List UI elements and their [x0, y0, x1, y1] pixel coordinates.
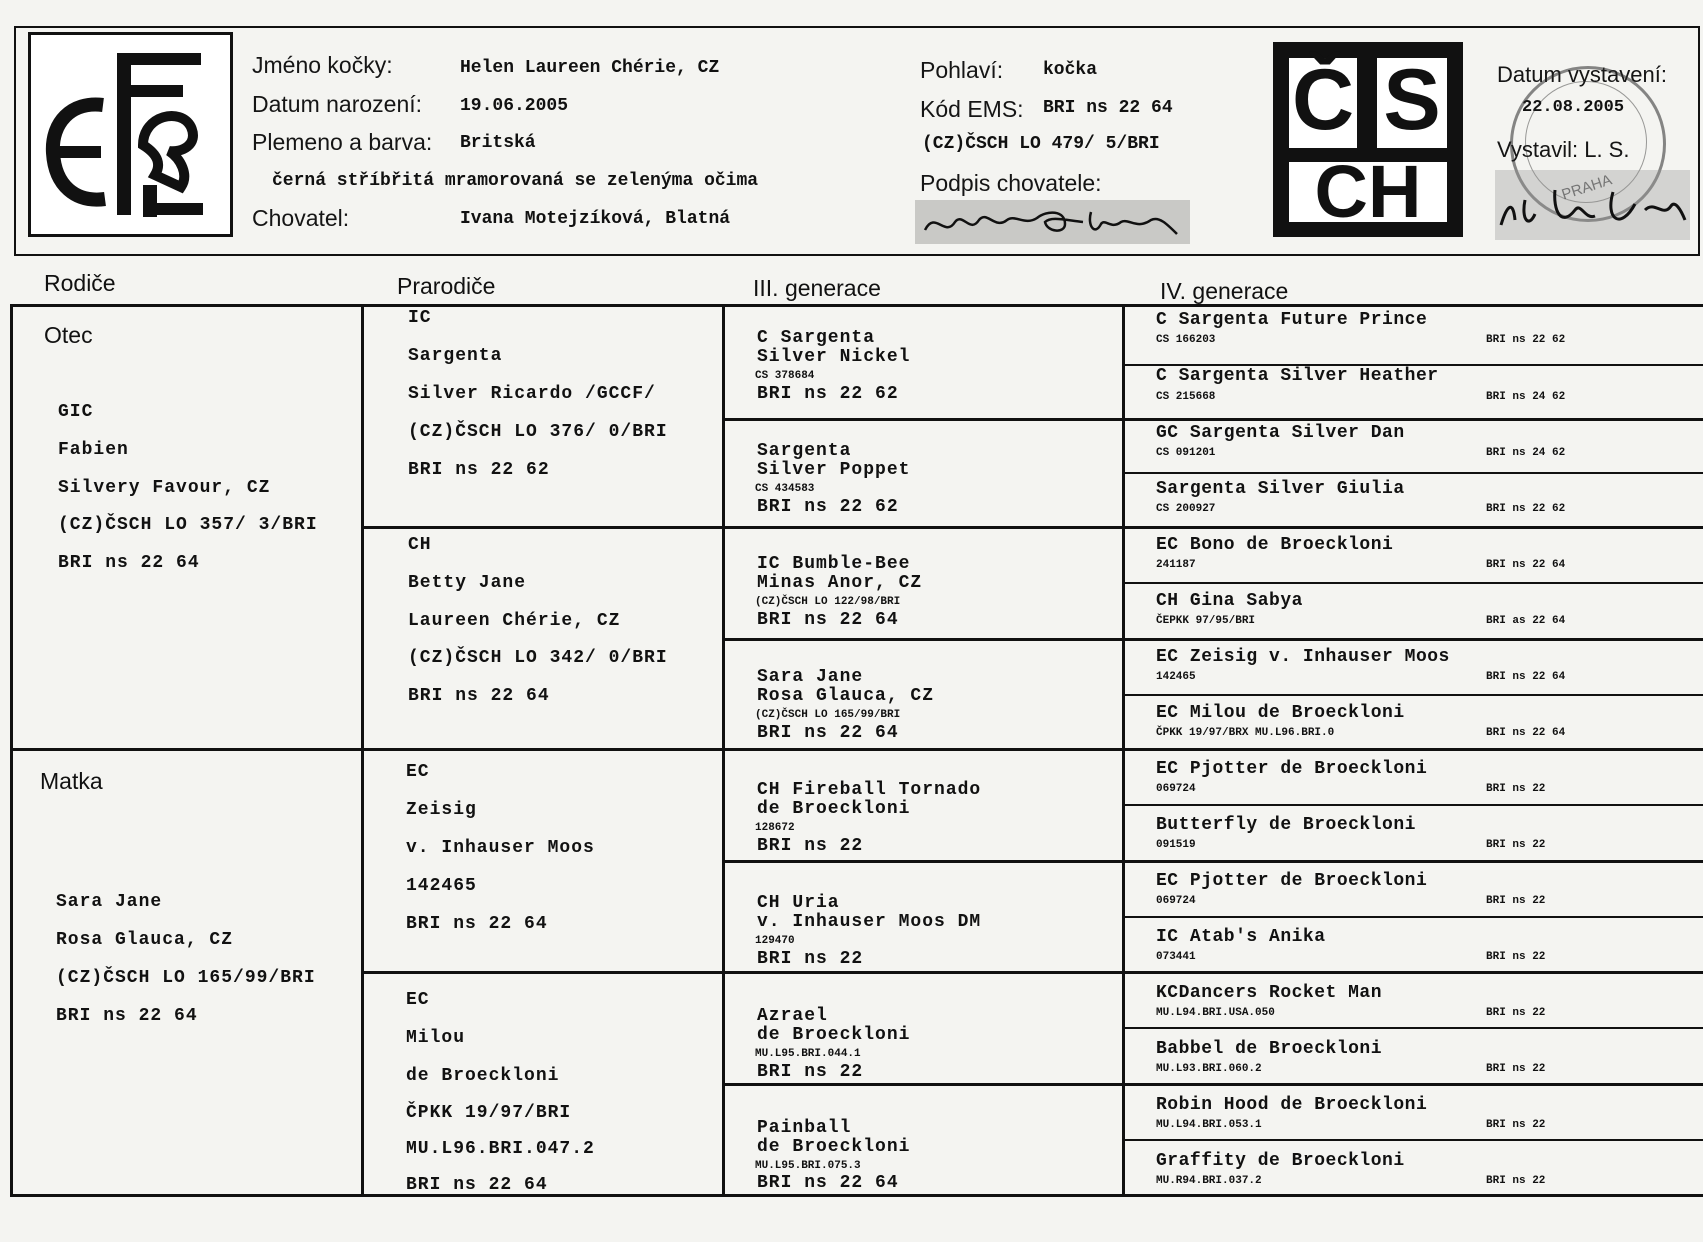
gen3-name-line2: v. Inhauser Moos DM: [757, 912, 982, 932]
father-cattery: Silvery Favour, CZ: [58, 478, 271, 498]
gen3-name-line2: de Broeckloni: [757, 799, 911, 819]
grandparent-line: Milou: [406, 1028, 466, 1048]
grandparent-line: BRI ns 22 62: [408, 460, 550, 480]
gen4-ems: BRI ns 22 62: [1486, 334, 1566, 346]
gen4-registration: CS 215668: [1156, 391, 1216, 403]
grandparent-line: Zeisig: [406, 800, 477, 820]
mother-name: Sara Jane: [56, 892, 163, 912]
gen4-registration: ČPKK 19/97/BRX MU.L96.BRI.0: [1156, 727, 1335, 739]
col-header-gen3: III. generace: [753, 275, 881, 301]
gen3-registration: (CZ)ČSCH LO 165/99/BRI: [755, 709, 901, 721]
gen4-name: Babbel de Broeckloni: [1156, 1039, 1383, 1059]
gen3-registration: MU.L95.BRI.044.1: [755, 1048, 861, 1060]
father-title: GIC: [58, 402, 94, 422]
gen3-name-line1: C Sargenta: [757, 328, 876, 348]
name-value: Helen Laureen Chérie, CZ: [460, 58, 720, 78]
father-role-label: Otec: [44, 322, 93, 348]
gen3-name-line2: Rosa Glauca, CZ: [757, 686, 935, 706]
breed-label: Plemeno a barva:: [252, 129, 433, 155]
gen3-registration: CS 434583: [755, 483, 815, 495]
gen4-name: EC Milou de Broeckloni: [1156, 703, 1405, 723]
sex-label: Pohlaví:: [920, 57, 1004, 83]
grandparent-line: (CZ)ČSCH LO 376/ 0/BRI: [408, 422, 668, 442]
father-registration: (CZ)ČSCH LO 357/ 3/BRI: [58, 515, 318, 535]
gen4-registration: MU.R94.BRI.037.2: [1156, 1175, 1262, 1187]
gen4-registration: MU.L94.BRI.USA.050: [1156, 1007, 1275, 1019]
issuer-signature-icon: [1495, 170, 1690, 240]
csch-letters-ch: CH: [1314, 150, 1422, 233]
gen4-name: C Sargenta Silver Heather: [1156, 366, 1439, 386]
gen4-name: Robin Hood de Broeckloni: [1156, 1095, 1428, 1115]
gen4-registration: 142465: [1156, 671, 1196, 683]
gen4-name: EC Pjotter de Broeckloni: [1156, 759, 1428, 779]
grandparent-line: IC: [408, 308, 432, 328]
gen3-name-line2: de Broeckloni: [757, 1025, 911, 1045]
gen4-name: EC Pjotter de Broeckloni: [1156, 871, 1428, 891]
gen3-name-line1: Azrael: [757, 1006, 828, 1026]
mother-ems: BRI ns 22 64: [56, 1006, 198, 1026]
gen3-name-line2: Silver Poppet: [757, 460, 911, 480]
csch-logo: [1273, 42, 1463, 237]
breeder-signature: [915, 200, 1190, 244]
gen4-ems: BRI ns 22 64: [1486, 727, 1566, 739]
gen4-name: CH Gina Sabya: [1156, 591, 1303, 611]
gen4-ems: BRI ns 24 62: [1486, 391, 1566, 403]
gen3-registration: 128672: [755, 822, 795, 834]
gen3-ems: BRI ns 22: [757, 836, 864, 856]
gen3-ems: BRI ns 22 64: [757, 1173, 899, 1193]
gen4-ems: BRI ns 22 62: [1486, 503, 1566, 515]
grandparent-line: (CZ)ČSCH LO 342/ 0/BRI: [408, 648, 668, 668]
gen4-ems: BRI ns 22: [1486, 1175, 1546, 1187]
reg-value: (CZ)ČSCH LO 479/ 5/BRI: [922, 134, 1160, 154]
gen4-ems: BRI ns 22: [1486, 783, 1546, 795]
grandparent-line: Sargenta: [408, 346, 503, 366]
gen3-registration: MU.L95.BRI.075.3: [755, 1160, 861, 1172]
col-header-grandparents: Prarodiče: [397, 273, 496, 299]
gen4-ems: BRI ns 22: [1486, 1119, 1546, 1131]
gen4-registration: 241187: [1156, 559, 1196, 571]
breeder-label: Chovatel:: [252, 205, 350, 231]
gen3-name-line1: CH Uria: [757, 893, 840, 913]
breed-value: Britská: [460, 133, 536, 153]
gen3-name-line2: de Broeckloni: [757, 1137, 911, 1157]
grandparent-line: MU.L96.BRI.047.2: [406, 1139, 595, 1159]
grandparent-line: Silver Ricardo /GCCF/: [408, 384, 656, 404]
gen4-ems: BRI ns 22: [1486, 895, 1546, 907]
fife-logo-icon: [31, 35, 230, 234]
gen4-ems: BRI as 22 64: [1486, 615, 1566, 627]
gen4-ems: BRI ns 22: [1486, 1063, 1546, 1075]
issuer-signature: [1495, 170, 1690, 240]
gen4-registration: CS 166203: [1156, 334, 1216, 346]
mother-role-label: Matka: [40, 768, 103, 794]
gen3-ems: BRI ns 22 64: [757, 610, 899, 630]
grandparent-line: 142465: [406, 876, 477, 896]
gen3-ems: BRI ns 22: [757, 949, 864, 969]
signature-label: Podpis chovatele:: [920, 170, 1102, 196]
gen3-ems: BRI ns 22 62: [757, 384, 899, 404]
gen3-name-line1: CH Fireball Tornado: [757, 780, 982, 800]
gen3-name-line1: Sara Jane: [757, 667, 864, 687]
issue-date-label: Datum vystavení:: [1497, 62, 1667, 87]
father-ems: BRI ns 22 64: [58, 553, 200, 573]
col-header-parents: Rodiče: [44, 270, 116, 296]
gen4-ems: BRI ns 22 64: [1486, 559, 1566, 571]
gen4-registration: CS 200927: [1156, 503, 1216, 515]
name-label: Jméno kočky:: [252, 52, 393, 78]
gen3-name-line1: Sargenta: [757, 441, 852, 461]
grandparent-line: v. Inhauser Moos: [406, 838, 595, 858]
grandparent-line: BRI ns 22 64: [406, 1175, 548, 1195]
birth-label: Datum narození:: [252, 91, 423, 117]
gen4-ems: BRI ns 22: [1486, 951, 1546, 963]
mother-registration: (CZ)ČSCH LO 165/99/BRI: [56, 968, 316, 988]
gen4-registration: 069724: [1156, 895, 1196, 907]
gen3-ems: BRI ns 22 64: [757, 723, 899, 743]
sex-value: kočka: [1043, 60, 1098, 80]
gen4-registration: ČEPKK 97/95/BRI: [1156, 615, 1256, 627]
gen4-registration: 073441: [1156, 951, 1196, 963]
gen3-name-line2: Minas Anor, CZ: [757, 573, 923, 593]
grandparent-line: de Broeckloni: [406, 1066, 560, 1086]
gen4-name: KCDancers Rocket Man: [1156, 983, 1383, 1003]
birth-value: 19.06.2005: [460, 96, 569, 116]
gen4-name: Butterfly de Broeckloni: [1156, 815, 1416, 835]
gen3-name-line2: Silver Nickel: [757, 347, 911, 367]
gen4-name: EC Zeisig v. Inhauser Moos: [1156, 647, 1450, 667]
grandparent-line: Laureen Chérie, CZ: [408, 611, 621, 631]
gen3-ems: BRI ns 22 62: [757, 497, 899, 517]
gen4-name: Graffity de Broeckloni: [1156, 1151, 1405, 1171]
grandparent-line: EC: [406, 762, 430, 782]
color-value: černá stříbřitá mramorovaná se zelenýma očima: [272, 171, 759, 191]
grandparent-line: Betty Jane: [408, 573, 527, 593]
gen3-name-line1: Painball: [757, 1118, 852, 1138]
gen4-name: GC Sargenta Silver Dan: [1156, 423, 1405, 443]
mother-cattery: Rosa Glauca, CZ: [56, 930, 234, 950]
grandparent-line: ČPKK 19/97/BRI: [406, 1103, 572, 1123]
gen4-registration: MU.L93.BRI.060.2: [1156, 1063, 1262, 1075]
grandparent-line: EC: [406, 990, 430, 1010]
issued-by-label: Vystavil: L. S.: [1497, 137, 1630, 162]
gen4-registration: MU.L94.BRI.053.1: [1156, 1119, 1262, 1131]
csch-letter-s: S: [1383, 52, 1441, 148]
stamp-text: PRAHA: [1559, 171, 1615, 204]
ems-value: BRI ns 22 64: [1043, 98, 1173, 118]
gen4-name: C Sargenta Future Prince: [1156, 310, 1428, 330]
gen4-registration: 091519: [1156, 839, 1196, 851]
signature-scribble-icon: [915, 200, 1190, 244]
father-name: Fabien: [58, 440, 129, 460]
fife-logo: [28, 32, 233, 237]
grandparent-line: CH: [408, 535, 432, 555]
breeder-value: Ivana Motejzíková, Blatná: [460, 209, 731, 229]
ems-label: Kód EMS:: [920, 96, 1024, 122]
gen4-name: Sargenta Silver Giulia: [1156, 479, 1405, 499]
csch-letter-c: Č: [1291, 52, 1355, 148]
gen3-registration: (CZ)ČSCH LO 122/98/BRI: [755, 596, 901, 608]
gen4-name: IC Atab's Anika: [1156, 927, 1326, 947]
gen3-ems: BRI ns 22: [757, 1062, 864, 1082]
gen4-ems: BRI ns 22 64: [1486, 671, 1566, 683]
grandparent-line: BRI ns 22 64: [406, 914, 548, 934]
gen4-registration: CS 091201: [1156, 447, 1216, 459]
gen4-ems: BRI ns 24 62: [1486, 447, 1566, 459]
grandparent-line: BRI ns 22 64: [408, 686, 550, 706]
gen4-ems: BRI ns 22: [1486, 1007, 1546, 1019]
gen3-registration: 129470: [755, 935, 795, 947]
gen4-ems: BRI ns 22: [1486, 839, 1546, 851]
gen4-registration: 069724: [1156, 783, 1196, 795]
gen3-name-line1: IC Bumble-Bee: [757, 554, 911, 574]
gen3-registration: CS 378684: [755, 370, 815, 382]
issue-date-value: 22.08.2005: [1522, 98, 1625, 117]
col-header-gen4: IV. generace: [1160, 278, 1289, 304]
gen4-name: EC Bono de Broeckloni: [1156, 535, 1394, 555]
